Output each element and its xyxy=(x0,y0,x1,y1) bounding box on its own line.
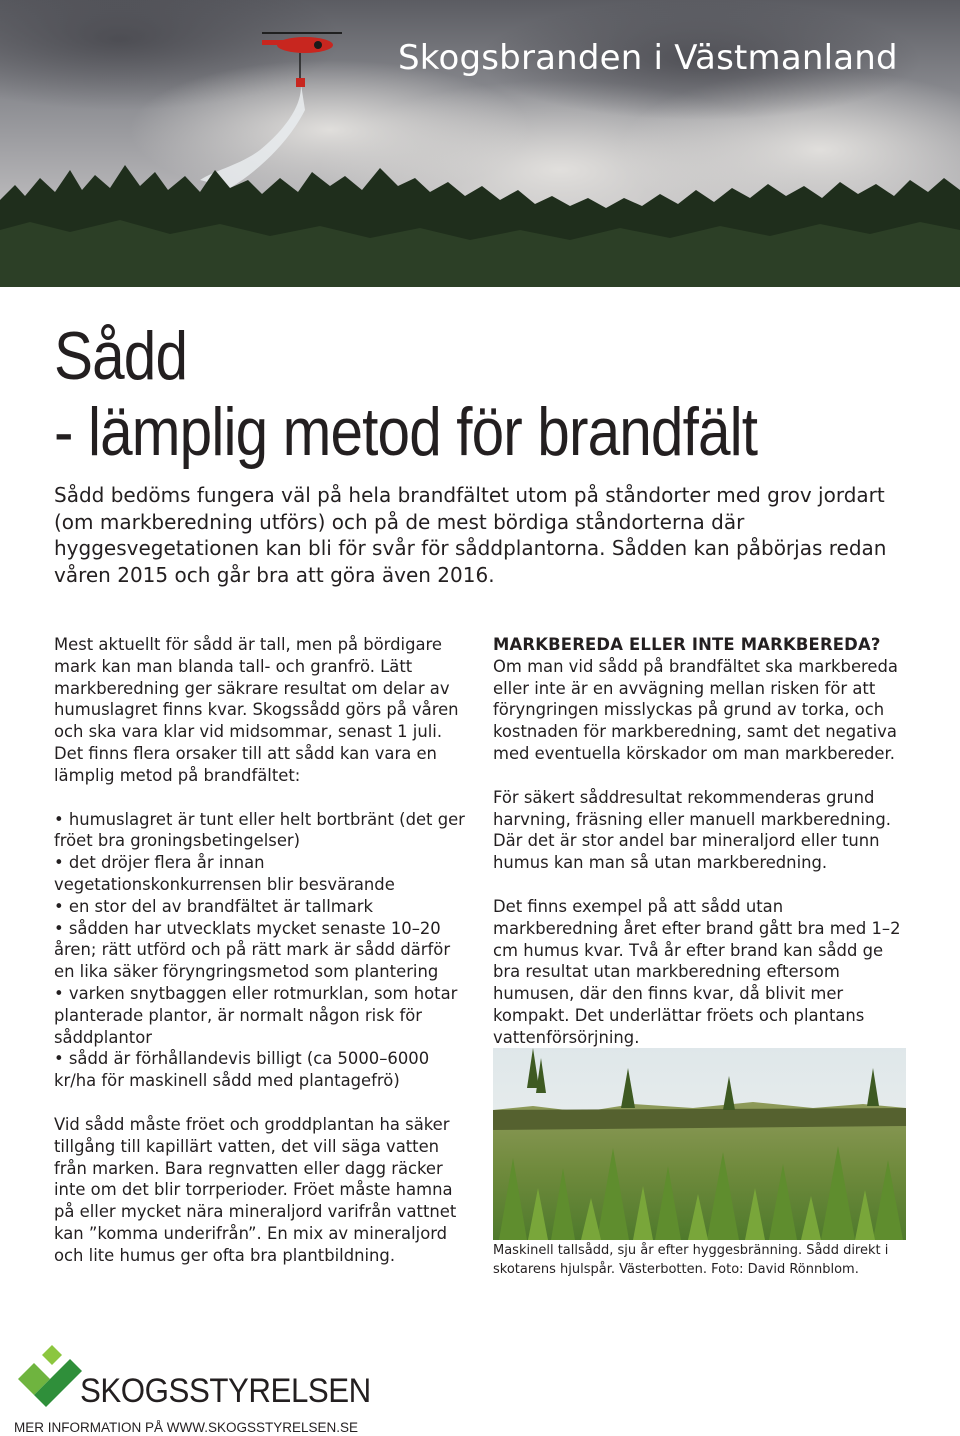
seeded-pine-field-photo xyxy=(493,1048,906,1240)
bullet-item: • det dröjer flera år innan vegetationskonkurrensen blir besvärande xyxy=(54,853,395,894)
bullet-item: • varken snytbaggen eller rotmurklan, som hotar planterade plantor, är normalt någon risk för såddplantor xyxy=(54,983,458,1047)
bullet-item: • sådden har utvecklats mycket senaste 10–20 åren; rätt utförd och på rätt mark är sådd därför en lika säker föryngringsmetod som plantering xyxy=(54,918,451,982)
skogsstyrelsen-logo-icon xyxy=(12,1333,88,1411)
right-column xyxy=(493,634,913,1049)
right-paragraph: Om man vid sådd på brandfältet ska markbereda eller inte är en avvägning mellan risken för att föryngringen misslyckas på grund av torka, och kostnaden för markberedning, samt det negativa med eventuella körskador om man markbereder. xyxy=(493,656,898,763)
spacer xyxy=(493,765,913,787)
page-title xyxy=(54,318,757,470)
right-paragraph: För säkert såddresultat rekommenderas grund harvning, fräsning eller manuell markberedning. Där det är stor andel bar mineraljord eller tunn humus kan man så utan markberedning. xyxy=(493,787,892,873)
lead-paragraph: Sådd bedöms fungera väl på hela brandfältet utom på ståndorter med grov jordart (om markberedning utförs) och på de mest bördiga ståndorterna där hyggesvegetationen kan bli för svår för såddplantorna. Sådden kan påbörjas redan våren 2015 och går bra att göra även 2016. xyxy=(54,483,887,587)
photo-caption: Maskinell tallsådd, sju år efter hyggesbränning. Sådd direkt i skotarens hjulspår. Västerbotten. Foto: David Rönnblom. xyxy=(493,1243,889,1277)
bullet-item: • en stor del av brandfältet är tallmark xyxy=(54,896,374,916)
bullet-item: • humuslagret är tunt eller helt bortbränt (det ger fröet bra groningsbetingelser) xyxy=(54,809,465,851)
spacer xyxy=(493,874,913,896)
left-column xyxy=(54,634,474,1267)
left-closing-paragraph: Vid sådd måste fröet och groddplantan ha säker tillgång till kapillärt vatten, det vill säga vatten från marken. Bara regnvatten eller dagg räcker inte om det blir torrperioder. Fröet måste hamna på eller mycket nära mineraljord varifrån vattnet kan ”komma underifrån”. En mix av mineraljord och lite humus ger ofta bra plantbildning. xyxy=(54,1114,457,1265)
more-info-link[interactable]: MER INFORMATION PÅ WWW.SKOGSSTYRELSEN.SE xyxy=(14,1420,359,1435)
field-photo xyxy=(493,1048,906,1240)
section-subheading: MARKBEREDA ELLER INTE MARKBEREDA? xyxy=(493,635,881,654)
banner-photo xyxy=(0,0,960,287)
page-title-line1: Sådd xyxy=(54,318,188,394)
page-title-line2: - lämplig metod för brandfält xyxy=(54,394,758,470)
spacer xyxy=(54,787,474,809)
bullet-item: • sådd är förhållandevis billigt (ca 5000–6000 kr/ha för maskinell sådd med plantagefrö) xyxy=(54,1049,430,1091)
right-paragraph: Det finns exempel på att sådd utan markberedning året efter brand gått bra med 1–2 cm humus kvar. Två år efter brand kan sådd ge bra resultat utan markberedning eftersom humusen, där den finns kvar, då blivit mer kompakt. Det underlättar fröets och plantans vattenförsörjning. xyxy=(493,896,901,1047)
banner-title: Skogsbranden i Västmanland xyxy=(398,38,898,78)
left-intro-paragraph: Mest aktuellt för sådd är tall, men på bördigare mark kan man blanda tall- och granfrö. Lätt markberedning ger säkrare resultat om delar av humuslagret finns kvar. Skogssådd görs på våren och ska vara klar vid midsommar, senast 1 juli. Det finns flera orsaker till att sådd kan vara en lämplig metod på brandfältet: xyxy=(54,635,459,785)
spacer xyxy=(54,1092,474,1114)
logo-wordmark: SKOGSSTYRELSEN xyxy=(80,1372,371,1410)
